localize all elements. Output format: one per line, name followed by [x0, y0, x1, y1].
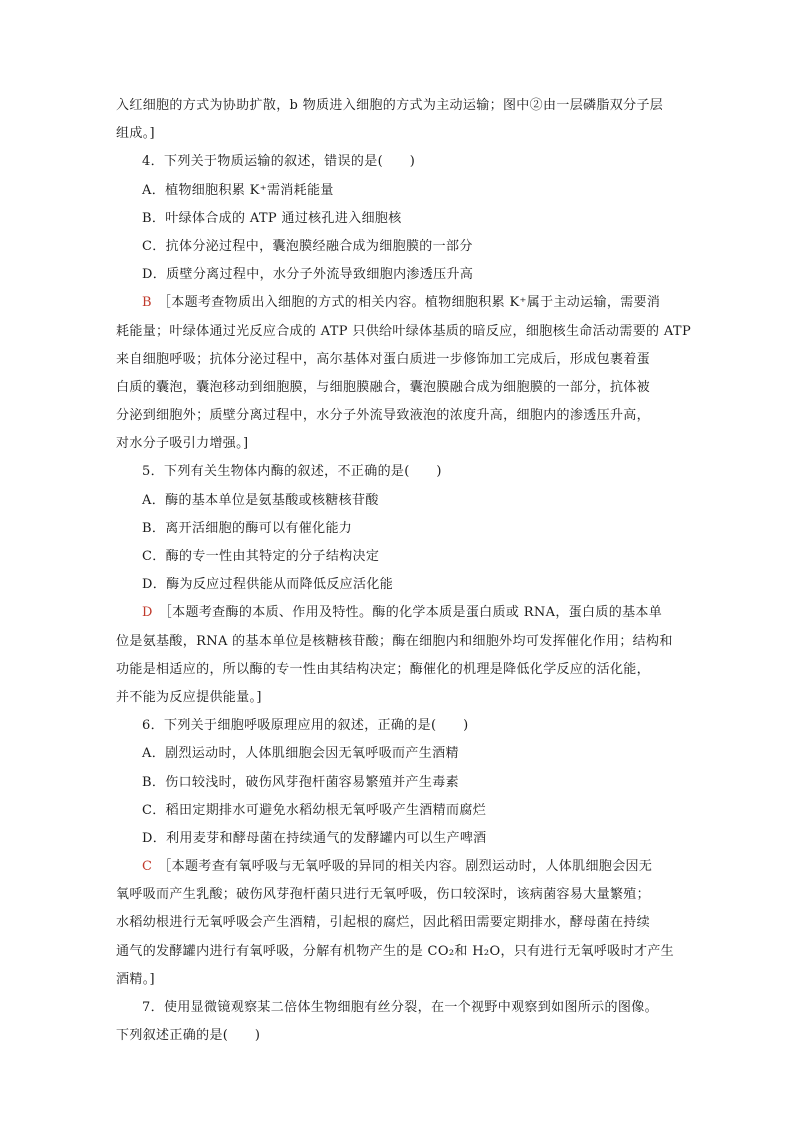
q6-explanation-line-3: 水稻幼根进行无氧呼吸会产生酒精，引起根的腐烂，因此稻田需要定期排水，酵母菌在持续	[116, 915, 651, 931]
carry-over-line-1: 入红细胞的方式为协助扩散，b 物质进入细胞的方式为主动运输；图中②由一层磷脂双分子层	[116, 98, 664, 113]
q5-answer: D	[142, 605, 153, 621]
q6-option-c: C．稻田定期排水可避免水稻幼根无氧呼吸产生酒精而腐烂	[142, 802, 487, 818]
q4-explanation-line-1	[116, 289, 682, 317]
q5-explanation-line-1	[116, 599, 682, 627]
q6-explanation-line-1	[116, 853, 682, 881]
q5-option-a: A．酶的基本单位是氨基酸或核糖核苷酸	[142, 492, 379, 508]
q4-explanation-line-2: 耗能量；叶绿体通过光反应合成的 ATP 只供给叶绿体基质的暗反应，细胞核生命活动需要的 ATP	[116, 323, 692, 339]
document-page	[116, 92, 692, 1050]
q4-explanation-text-1: ［本题考查物质出入细胞的方式的相关内容。植物细胞积累 K⁺属于主动运输，需要消	[157, 295, 661, 311]
q5-explanation-line-4: 并不能为反应提供能量。]	[116, 689, 262, 705]
q6-option-a: A．剧烈运动时，人体肌细胞会因无氧呼吸而产生酒精	[142, 746, 459, 762]
q5-option-d: D．酶为反应过程供能从而降低反应活化能	[142, 577, 394, 593]
q6-option-d: D．利用麦芽和酵母菌在持续通气的发酵罐内可以生产啤酒	[142, 830, 487, 846]
q6-option-b: B．伤口较浅时，破伤风芽孢杆菌容易繁殖并产生毒素	[142, 774, 459, 790]
q5-explanation-line-3: 功能是相适应的，所以酶的专一性由其结构决定；酶催化的机理是降低化学反应的活化能，	[116, 661, 651, 677]
q4-option-d: D．质壁分离过程中，水分子外流导致细胞内渗透压升高	[142, 267, 474, 283]
q6-explanation-text-1: ［本题考查有氧呼吸与无氧呼吸的异同的相关内容。剧烈运动时，人体肌细胞会因无	[158, 859, 653, 875]
q4-explanation-line-6: 对水分子吸引力增强。]	[116, 436, 249, 452]
q6-explanation-line-4: 通气的发酵罐内进行有氧呼吸，分解有机物产生的是 CO₂和 H₂O，只有进行无氧呼吸时才产生	[116, 943, 675, 959]
q4-stem: 4．下列关于物质运输的叙述，错误的是( )	[142, 154, 416, 170]
q6-answer: C	[142, 859, 153, 875]
q4-explanation-line-3: 来自细胞呼吸；抗体分泌过程中，高尔基体对蛋白质进一步修饰加工完成后，形成包裹着蛋	[116, 351, 651, 367]
q6-stem: 6．下列关于细胞呼吸原理应用的叙述，正确的是( )	[142, 718, 469, 734]
q7-stem-line-2: 下列叙述正确的是( )	[116, 1028, 261, 1044]
q4-explanation-line-5: 分泌到细胞外；质壁分离过程中，水分子外流导致液泡的浓度升高，细胞内的渗透压升高，	[116, 408, 651, 424]
q5-explanation-line-2: 位是氨基酸，RNA 的基本单位是核糖核苷酸；酶在细胞内和细胞外均可发挥催化作用；结构和	[116, 633, 673, 649]
q4-explanation-line-4: 白质的囊泡，囊泡移动到细胞膜，与细胞膜融合，囊泡膜融合成为细胞膜的一部分，抗体被	[116, 379, 651, 395]
q5-explanation-text-1: ［本题考查酶的本质、作用及特性。酶的化学本质是蛋白质或 RNA，蛋白质的基本单	[158, 605, 663, 621]
q5-option-b: B．离开活细胞的酶可以有催化能力	[142, 520, 353, 536]
q6-explanation-line-2: 氧呼吸而产生乳酸；破伤风芽孢杆菌只进行无氧呼吸，伤口较深时，该病菌容易大量繁殖；	[116, 887, 651, 903]
q4-option-a: A．植物细胞积累 K⁺需消耗能量	[142, 182, 334, 198]
q4-option-c: C．抗体分泌过程中，囊泡膜经融合成为细胞膜的一部分	[142, 238, 473, 254]
q5-option-c: C．酶的专一性由其特定的分子结构决定	[142, 549, 380, 564]
q5-stem: 5．下列有关生物体内酶的叙述，不正确的是( )	[142, 464, 442, 480]
q4-answer: B	[142, 295, 152, 311]
q7-stem-line-1: 7．使用显微镜观察某二倍体生物细胞有丝分裂，在一个视野中观察到如图所示的图像。	[142, 1000, 658, 1015]
q4-option-b: B．叶绿体合成的 ATP 通过核孔进入细胞核	[142, 210, 402, 226]
q6-explanation-line-5: 酒精。]	[116, 971, 155, 987]
carry-over-line-2: 组成。]	[116, 126, 155, 142]
